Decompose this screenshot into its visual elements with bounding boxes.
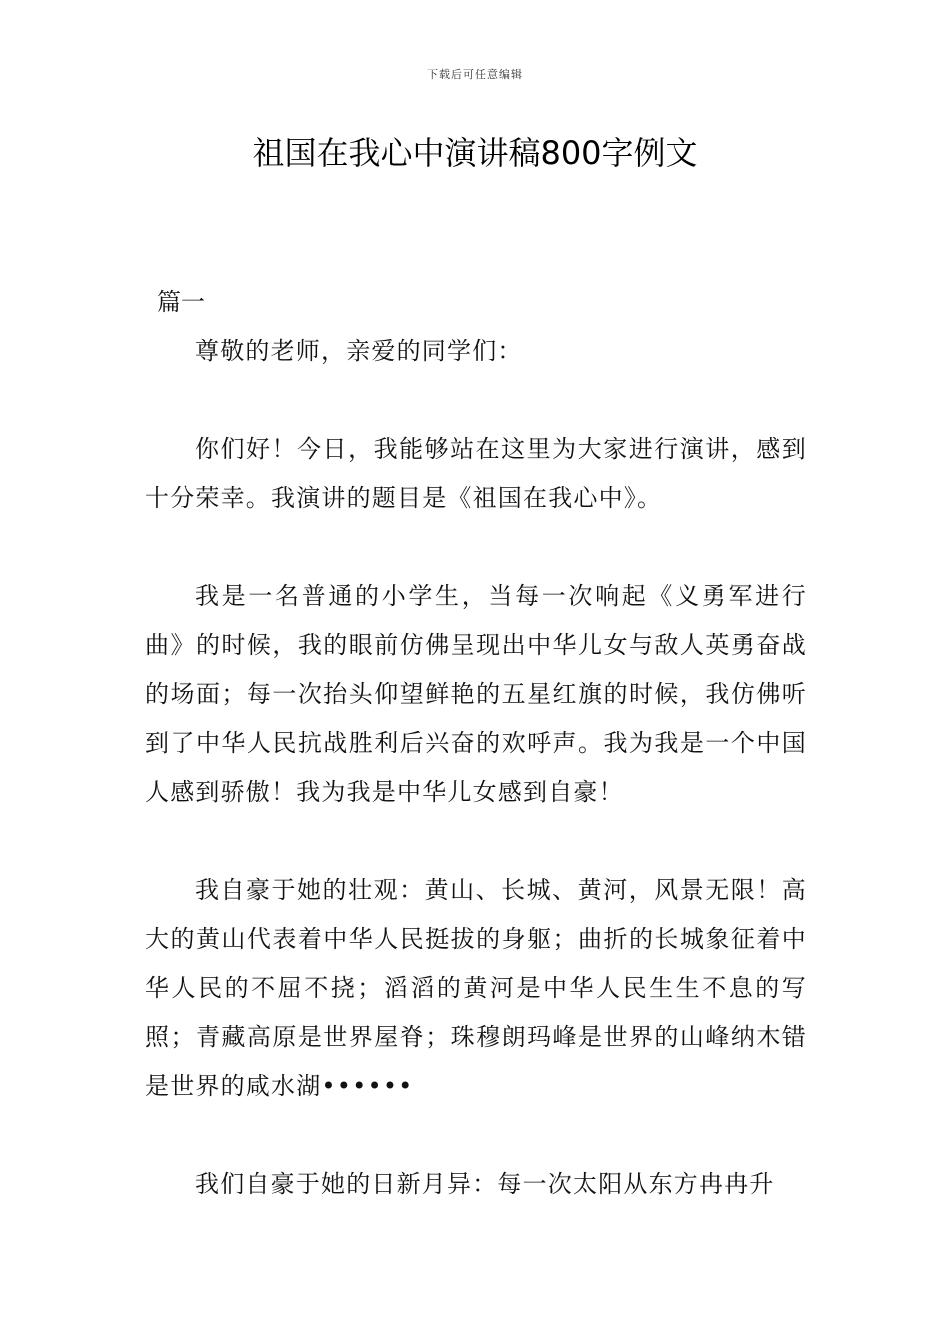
paragraph: 我是一名普通的小学生，当每一次响起《义勇军进行曲》的时候，我的眼前仿佛呈现出中华儿女与敌人英勇奋战的场面；每一次抬头仰望鲜艳的五星红旗的时候，我仿佛听到了中华人民抗战胜利后兴奋的欢呼声。我为我是一个中国人感到骄傲！我为我是中华儿女感到自豪！ — [145, 582, 807, 806]
paragraph: 我们自豪于她的日新月异：每一次太阳从东方冉冉升 — [195, 1170, 775, 1198]
paragraph-spacer — [145, 1111, 807, 1160]
section-label: 篇一 — [157, 288, 205, 316]
document-body — [145, 278, 807, 1209]
paragraph-spacer — [145, 817, 807, 866]
paragraph: 你们好！今日，我能够站在这里为大家进行演讲，感到十分荣幸。我演讲的题目是《祖国在我心中》。 — [145, 435, 807, 512]
greeting-line: 尊敬的老师，亲爱的同学们： — [195, 337, 523, 365]
paragraph: 我自豪于她的壮观：黄山、长城、黄河，风景无限！高大的黄山代表着中华人民挺拔的身躯；曲折的长城象征着中华人民的不屈不挠；滔滔的黄河是中华人民生生不息的写照；青藏高原是世界屋脊；珠穆朗玛峰是世界的山峰纳木错是世界的咸水湖•••••• — [145, 876, 807, 1100]
document-title: 祖国在我心中演讲稿800字例文 — [252, 134, 698, 172]
header-note: 下载后可任意编辑 — [427, 68, 523, 81]
paragraph-spacer — [145, 523, 807, 572]
paragraph-spacer — [145, 376, 807, 425]
